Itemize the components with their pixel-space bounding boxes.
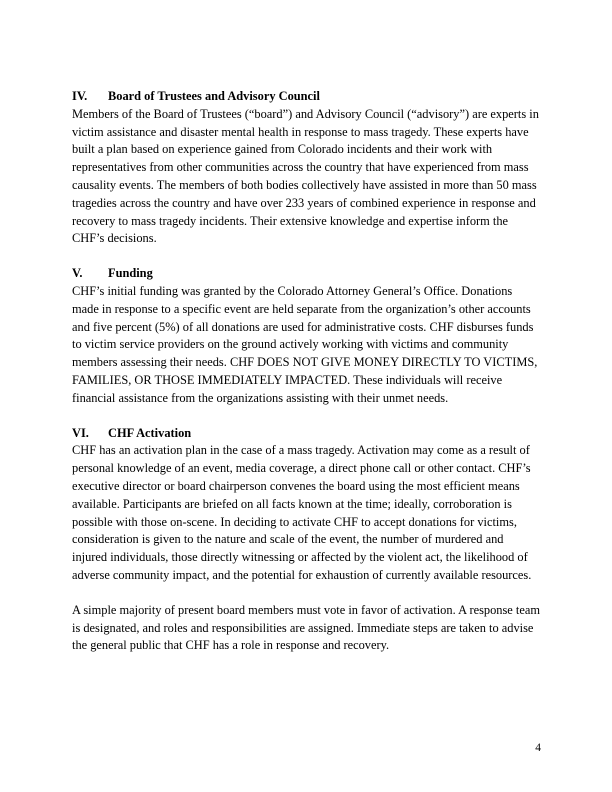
- section-paragraph: CHF’s initial funding was granted by the Colorado Attorney General’s Office. Donations made in response to a specific event are held separate from the organization’s other accounts and five percent (5%) of all donations are used for administrative costs. CHF disburses funds to victim service providers on the ground actively working with victims and community members assessing their needs. CHF DOES NOT GIVE MONEY DIRECTLY TO VICTIMS, FAMILIES, OR THOSE IMMEDIATELY IMPACTED. These individuals will receive financial assistance from the organizations assisting with their unmet needs.: [72, 283, 538, 405]
- section-title: CHF Activation: [108, 425, 192, 440]
- section-heading: [72, 425, 540, 443]
- section-heading: [72, 265, 540, 283]
- section-funding: [72, 265, 540, 407]
- section-board-of-trustees: [72, 88, 540, 248]
- section-title: Board of Trustees and Advisory Council: [108, 89, 320, 103]
- section-number: V.: [72, 266, 83, 281]
- page-content: [72, 88, 540, 672]
- page-number: 4: [535, 742, 541, 754]
- section-chf-activation: [72, 425, 540, 656]
- section-number: IV.: [72, 89, 88, 103]
- section-number: VI.: [72, 425, 89, 440]
- section-heading: [72, 88, 540, 106]
- section-title: Funding: [108, 266, 153, 281]
- section-paragraph: Members of the Board of Trustees (“board”) and Advisory Council (“advisory”) are experts in victim assistance and disaster mental health in response to mass tragedy. These experts have built a plan based on experience gained from Colorado incidents and their work with representatives from other communities across the country that have experienced from mass causality events. The members of both bodies collectively have assisted in more than 50 mass tragedies across the country and have over 233 years of combined experience in response and recovery to mass tragedy incidents. Their extensive knowledge and expertise inform the CHF’s decisions.: [72, 106, 539, 246]
- section-paragraph: A simple majority of present board members must vote in favor of activation. A response team is designated, and roles and responsibilities are assigned. Immediate steps are taken to advise the general public that CHF has a role in response and recovery.: [72, 602, 540, 653]
- section-paragraph: CHF has an activation plan in the case of a mass tragedy. Activation may come as a result of personal knowledge of an event, media coverage, a direct phone call or other contact. CHF’s executive director or board chairperson convenes the board using the most efficient means available. Participants are briefed on all facts known at the time; ideally, corroboration is possible with those on-scene. In deciding to activate CHF to accept donations for victims, consideration is given to the nature and scale of the event, the number of murdered and injured individuals, those directly witnessing or affected by the violent act, the likelihood of adverse community impact, and the potential for exhaustion of currently available resources.: [72, 443, 532, 582]
